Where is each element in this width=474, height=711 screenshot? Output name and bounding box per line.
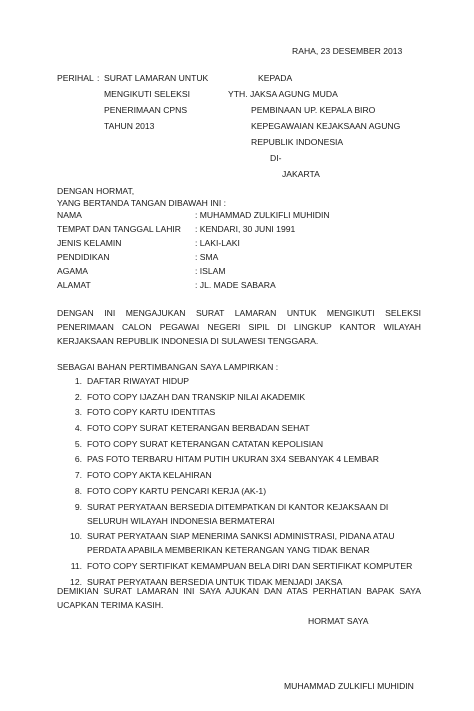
item-text: FOTO COPY KARTU PENCARI KERJA (AK-1) <box>87 485 267 496</box>
detail-row <box>57 266 417 280</box>
item-text: PAS FOTO TERBARU HITAM PUTIH UKURAN 3X4 SEBANYAK 4 LEMBAR <box>87 454 379 465</box>
list-item <box>57 421 427 435</box>
detail-value: : MUHAMMAD ZULKIFLI MUHIDIN <box>195 210 330 220</box>
recipient-line: PEMBINAAN UP. KEPALA BIRO <box>251 105 376 115</box>
subject-block <box>57 73 217 137</box>
item-text: FOTO COPY KARTU IDENTITAS <box>87 407 216 418</box>
item-text: FOTO COPY AKTA KELAHIRAN <box>87 470 212 481</box>
item-number: 12. <box>70 576 82 587</box>
greeting: DENGAN HORMAT, <box>57 186 135 196</box>
attachments-list <box>57 374 427 590</box>
item-number: 10. <box>70 531 82 542</box>
detail-label: NAMA <box>57 210 82 220</box>
recipient-line: JAKARTA <box>282 169 320 179</box>
detail-value: : SMA <box>195 252 219 262</box>
item-text: DAFTAR RIWAYAT HIDUP <box>87 376 190 386</box>
recipient-line: KEPEGAWAIAN KEJAKSAAN AGUNG <box>251 121 401 131</box>
item-text: SURAT PERYATAAN BERSEDIA UNTUK TIDAK MENJADI JAKSA <box>87 576 343 587</box>
signer-name: MUHAMMAD ZULKIFLI MUHIDIN <box>284 681 414 691</box>
recipient-line: REPUBLIK INDONESIA <box>251 137 344 147</box>
intro-line: YANG BERTANDA TANGAN DIBAWAH INI : <box>57 198 227 208</box>
list-item <box>57 452 427 466</box>
list-item <box>57 405 427 419</box>
item-number: 4. <box>74 423 82 434</box>
item-number: 7. <box>74 470 82 481</box>
closing-salutation: HORMAT SAYA <box>308 616 369 626</box>
subject-label: PERIHAL <box>57 73 94 83</box>
item-number: 11. <box>70 560 82 571</box>
item-text: SURAT PERYATAAN BERSEDIA DITEMPATKAN DI KANTOR KEJAKSAAN DI SELURUH WILAYAH INDONESIA BERMATERAI <box>87 501 389 526</box>
application-paragraph: DENGAN INI MENGAJUKAN SURAT LAMARAN UNTUK MENGIKUTI SELEKSI PENERIMAAN CALON PEGAWAI NEGERI SIPIL DI LINGKUP KANTOR WILAYAH KERJAKSAAN REPUBLIK INDONESIA DI SULAWESI TENGGARA. <box>57 308 421 346</box>
item-text: SURAT PERYATAAN SIAP MENERIMA SANKSI ADMINISTRASI, PIDANA ATAU PERDATA APABILA MEMBERIKAN KETERANGAN YANG TIDAK BENAR <box>87 531 395 556</box>
list-item <box>57 559 427 573</box>
subject-line: MENGIKUTI SELEKSI <box>104 89 190 99</box>
list-item <box>57 468 427 482</box>
list-item <box>57 437 427 451</box>
detail-label: AGAMA <box>57 266 89 276</box>
detail-row <box>57 224 417 238</box>
detail-label: PENDIDIKAN <box>57 252 110 262</box>
recipient-line: DI- <box>270 153 282 163</box>
subject-line: SURAT LAMARAN UNTUK <box>104 73 209 83</box>
subject-line: TAHUN 2013 <box>104 121 155 131</box>
item-number: 6. <box>74 454 82 465</box>
list-item <box>57 500 427 528</box>
subject-colon: : <box>97 73 100 83</box>
recipient-line: KEPADA <box>258 73 293 83</box>
detail-label: ALAMAT <box>57 280 91 290</box>
applicant-details <box>57 210 417 294</box>
detail-value: : ISLAM <box>195 266 226 276</box>
item-number: 8. <box>74 485 82 496</box>
detail-value: : KENDARI, 30 JUNI 1991 <box>195 224 296 234</box>
detail-value: : JL. MADE SABARA <box>195 280 276 290</box>
subject-line: PENERIMAAN CPNS <box>104 105 188 115</box>
item-number: 3. <box>74 407 82 418</box>
attachments-intro: SEBAGAI BAHAN PERTIMBANGAN SAYA LAMPIRKAN : <box>57 362 279 372</box>
letter-date: RAHA, 23 DESEMBER 2013 <box>292 46 403 56</box>
detail-label: TEMPAT DAN TANGGAL LAHIR <box>57 224 181 234</box>
item-number: 9. <box>74 501 82 512</box>
closing-paragraph: DEMIKIAN SURAT LAMARAN INI SAYA AJUKAN DAN ATAS PERHATIAN BAPAK SAYA UCAPKAN TERIMA KASIH. <box>57 586 421 610</box>
list-item <box>57 529 427 557</box>
list-item <box>57 374 427 388</box>
list-item <box>57 390 427 404</box>
item-number: 5. <box>74 438 82 449</box>
item-number: 1. <box>74 376 82 386</box>
item-text: FOTO COPY IJAZAH DAN TRANSKIP NILAI AKADEMIK <box>87 391 306 402</box>
list-item <box>57 484 427 498</box>
recipient-block <box>228 73 428 185</box>
item-text: FOTO COPY SURAT KETERANGAN BERBADAN SEHAT <box>87 423 310 434</box>
detail-value: : LAKI-LAKI <box>195 238 240 248</box>
detail-row <box>57 238 417 252</box>
item-text: FOTO COPY SERTIFIKAT KEMAMPUAN BELA DIRI DAN SERTIFIKAT KOMPUTER <box>87 560 413 571</box>
detail-label: JENIS KELAMIN <box>57 238 122 248</box>
item-text: FOTO COPY SURAT KETERANGAN CATATAN KEPOLISIAN <box>87 438 324 449</box>
detail-row <box>57 252 417 266</box>
recipient-line: YTH. JAKSA AGUNG MUDA <box>228 89 338 99</box>
detail-row <box>57 280 417 294</box>
item-number: 2. <box>74 391 82 402</box>
detail-row <box>57 210 417 224</box>
